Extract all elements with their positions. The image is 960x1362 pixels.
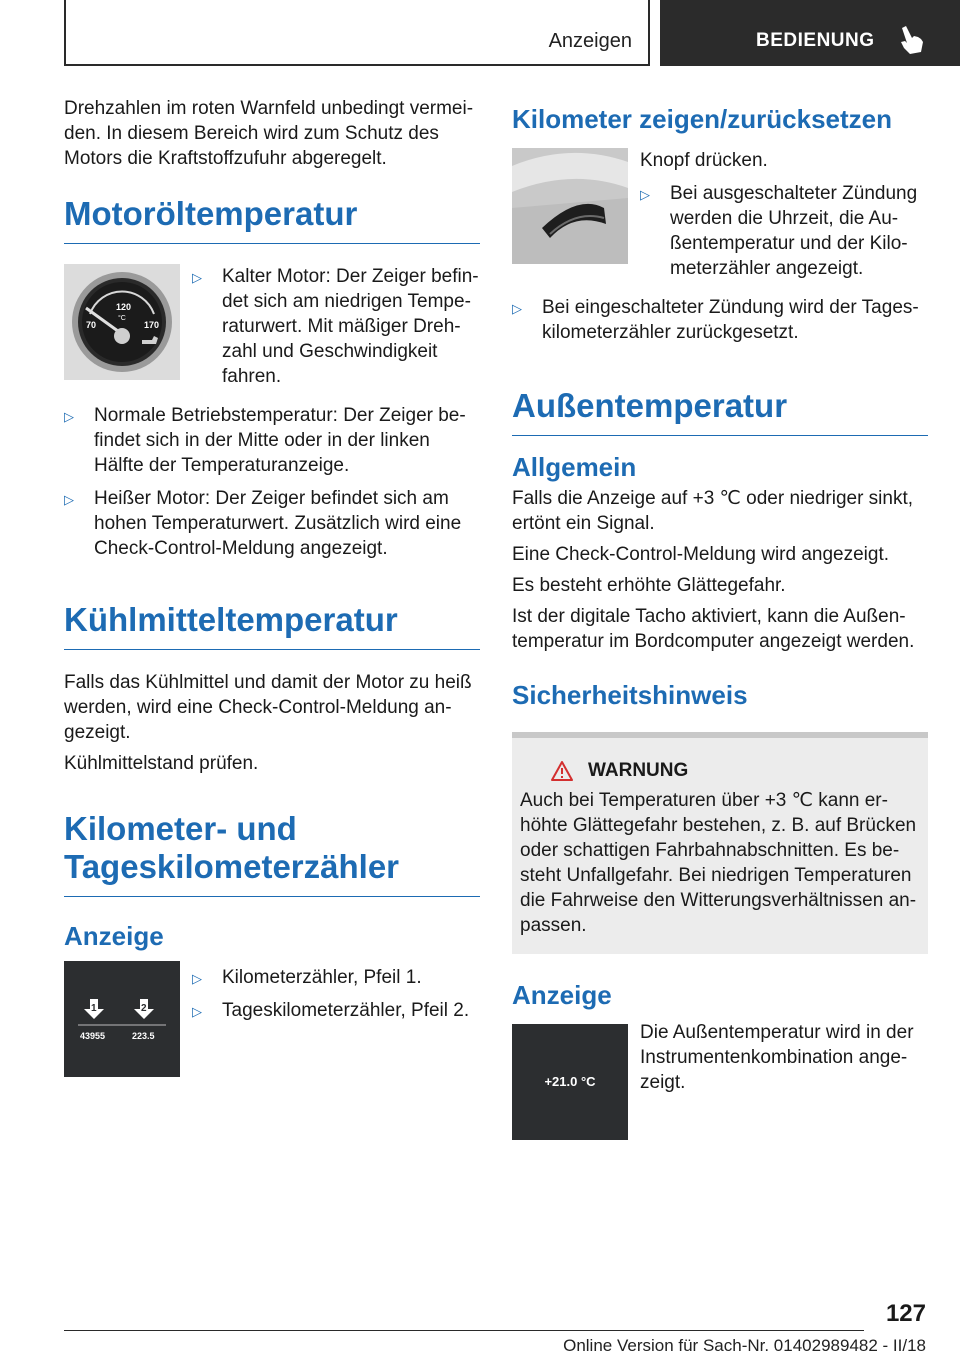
odometer-arrow-2-label: 2 — [141, 1003, 147, 1014]
warning-triangle-icon — [550, 760, 574, 782]
outside-text-1: Falls die Anzeige auf +3 ℃ oder niedriger sinkt, ertönt ein Signal. — [512, 488, 914, 534]
oil-list-top — [192, 264, 480, 397]
section-title-outside-temp: Außentemperatur — [512, 387, 928, 436]
outside-temp-value: +21.0 °C — [544, 1074, 596, 1089]
gauge-label-70: 70 — [86, 320, 97, 330]
header-section-box — [64, 0, 650, 66]
header-chapter-box — [660, 0, 960, 66]
section-title-oil: Motoröltemperatur — [64, 195, 480, 244]
section-title-odometer — [64, 810, 480, 897]
subsection-title-general: Allgemein — [512, 452, 637, 482]
warning-label: WARNUNG — [588, 760, 689, 781]
page-number: 127 — [885, 1300, 926, 1327]
outside-text-4: Ist der digitale Tacho aktiviert, kann die Außen-temperatur im Bordcomputer angezeigt werden. — [512, 606, 915, 652]
outside-figure-row — [512, 1024, 928, 1140]
list-item: ▷ Bei ausgeschalteter Zündung werden die Uhrzeit, die Au-ßentemperatur und der Kilo-meterzähler angezeigt. — [640, 183, 918, 279]
gauge-label-unit: °C — [118, 315, 126, 322]
warning-heading — [520, 760, 920, 782]
list-item: ▷ Kalter Motor: Der Zeiger befin-det sich am niedrigen Tempe-raturwert. Mit mäßiger Dreh-zahl und Geschwindigkeit fahren. — [192, 266, 479, 387]
page-header — [64, 0, 960, 66]
odometer-title-line2: Tageskilometerzähler — [64, 848, 400, 885]
oil-list — [64, 403, 480, 561]
oil-temperature-gauge-image — [64, 264, 180, 380]
list-item: ▷ Normale Betriebstemperatur: Der Zeiger be-findet sich in der Mitte oder in der linken Hälfte der Temperaturanzeige. — [64, 405, 466, 476]
gauge-label-120: 120 — [116, 302, 132, 312]
coolant-check-text: Kühlmittelstand prüfen. — [64, 753, 259, 774]
subsection-title-display: Anzeige — [64, 921, 164, 951]
left-column — [64, 96, 480, 1077]
footer-online-version: Online Version für Sach-Nr. 01402989482 - II/18 — [563, 1336, 926, 1355]
km-list-top — [640, 181, 928, 281]
footer-divider — [64, 1330, 864, 1331]
odometer-value-trip: 223.5 — [132, 1031, 155, 1041]
header-section-title: Anzeigen — [548, 30, 632, 52]
pointing-hand-icon — [896, 24, 926, 56]
warning-box — [512, 732, 928, 954]
warning-text: Auch bei Temperaturen über +3 ℃ kann er-höhte Glättegefahr bestehen, z. B. auf Brücken oder schattigen Fahrbahnabschnitten. Es be-steht Unfallgefahr. Bei niedrigen Temperaturen die Fahrweise den Witterungsverhältnissen an-passen. — [520, 790, 917, 936]
oil-figure-row — [64, 264, 480, 397]
reset-button-image — [512, 148, 628, 264]
outside-display-text: Die Außentemperatur wird in der Instrumentenkombination ange-zeigt. — [640, 1022, 914, 1093]
header-chapter-title: BEDIENUNG — [756, 30, 875, 51]
subsection-title-display-right: Anzeige — [512, 980, 612, 1010]
section-title-km-reset: Kilometer zeigen/zurücksetzen — [512, 104, 892, 134]
section-title-coolant: Kühlmitteltemperatur — [64, 601, 480, 650]
odometer-arrow-1-label: 1 — [91, 1003, 97, 1014]
km-text — [640, 148, 928, 289]
odometer-figure-row — [64, 961, 480, 1077]
intro-text: Drehzahlen im roten Warnfeld unbedingt vermei-den. In diesem Bereich wird zum Schutz des Motors die Kraftstoffzufuhr abgeregelt. — [64, 98, 474, 169]
gauge-label-170: 170 — [144, 320, 160, 330]
odometer-value-total: 43955 — [80, 1031, 106, 1041]
coolant-text: Falls das Kühlmittel und damit der Motor zu heiß werden, wird eine Check-Control-Meldung an-gezeigt. — [64, 672, 472, 743]
outside-text-2: Eine Check-Control-Meldung wird angezeigt. — [512, 544, 890, 565]
subsection-title-safety: Sicherheitshinweis — [512, 680, 748, 710]
km-press-text: Knopf drücken. — [640, 150, 768, 171]
list-item: ▷ Kilometerzähler, Pfeil 1. — [192, 967, 422, 988]
outside-text-3: Es besteht erhöhte Glättegefahr. — [512, 575, 786, 596]
odometer-display-image — [64, 961, 180, 1077]
list-item: ▷ Tageskilometerzähler, Pfeil 2. — [192, 1000, 470, 1021]
odometer-list — [192, 961, 480, 1031]
list-item: ▷ Bei eingeschalteter Zündung wird der Tages-kilometerzähler zurückgesetzt. — [512, 297, 919, 343]
right-column — [512, 104, 928, 1140]
km-figure-row — [512, 148, 928, 289]
km-list — [512, 295, 928, 345]
list-item: ▷ Heißer Motor: Der Zeiger befindet sich am hohen Temperaturwert. Zusätzlich wird eine Check-Control-Meldung angezeigt. — [64, 488, 462, 559]
outside-temp-display-image — [512, 1024, 628, 1140]
odometer-title-line1: Kilometer- und — [64, 810, 297, 847]
